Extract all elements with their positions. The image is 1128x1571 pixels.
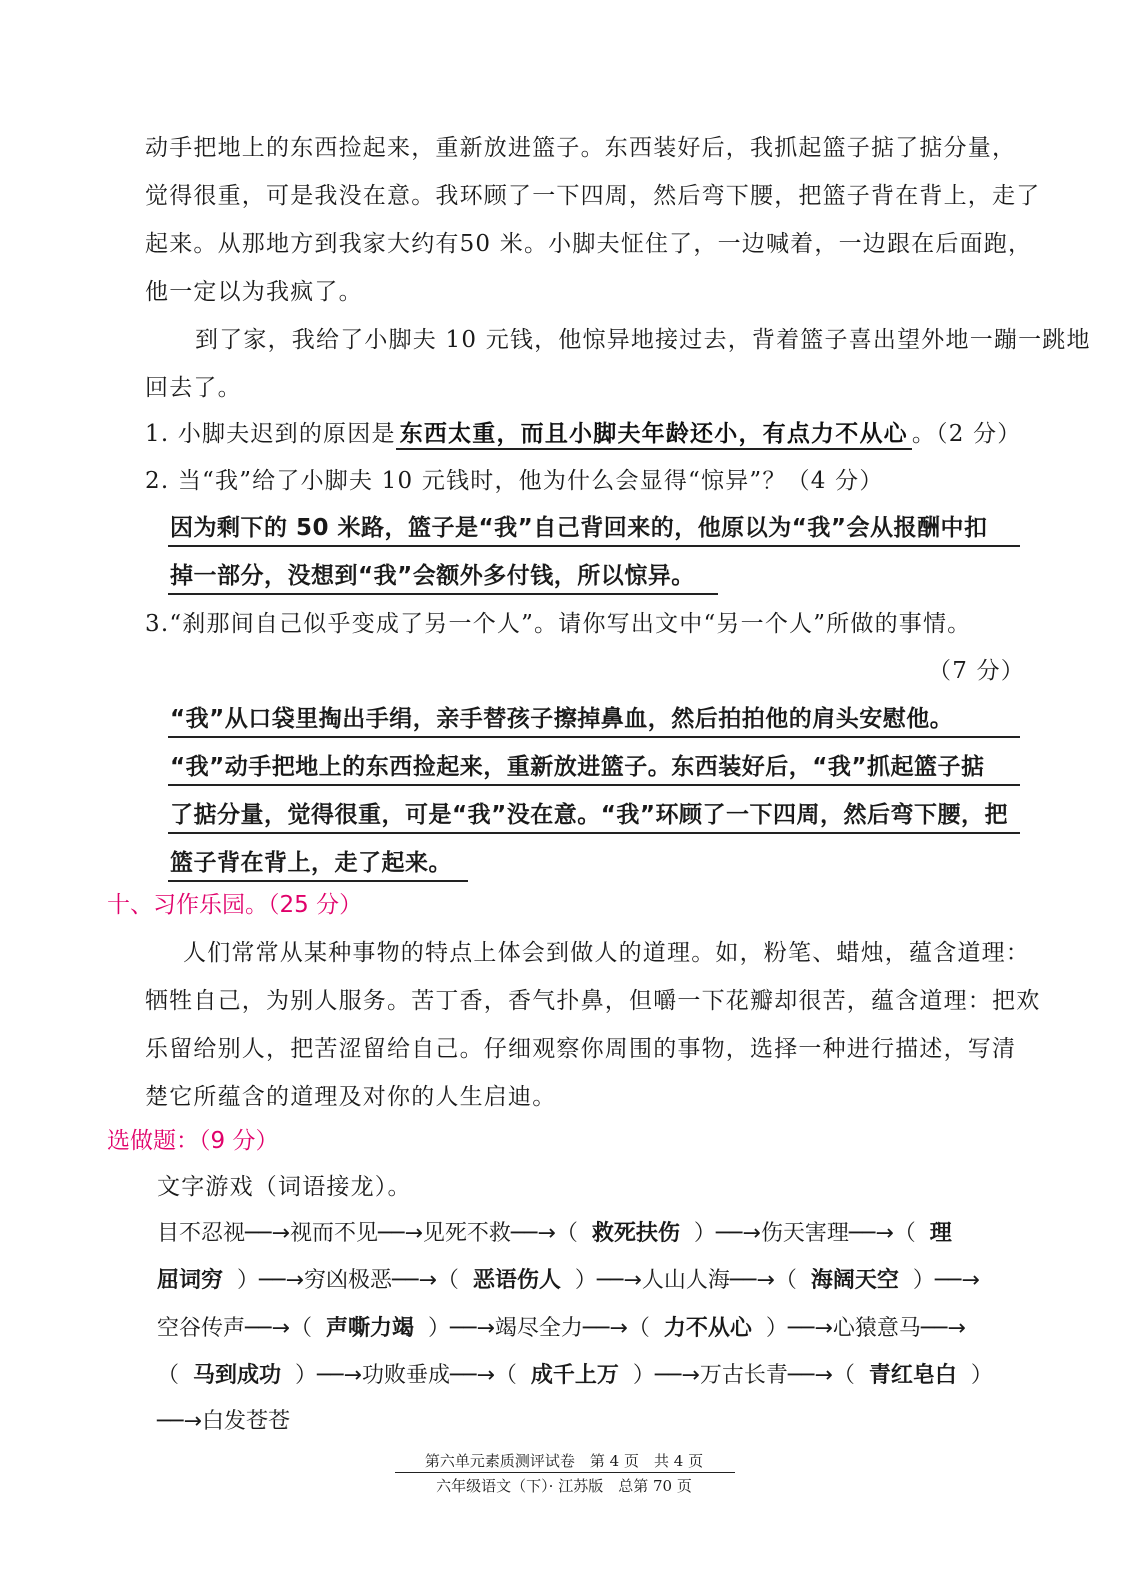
arrow-icon: ──→: [596, 1268, 642, 1293]
chain-word: 白发苍苍: [201, 1409, 290, 1434]
arrow-icon: ──→: [510, 1221, 556, 1246]
chain-answer: 声嘶力竭: [325, 1316, 414, 1341]
chain-answer: 力不从心: [663, 1316, 752, 1341]
passage-line-2: 觉得很重，可是我没在意。我环顾了一下四周，然后弯下腰，把篮子背在背上，走了: [145, 183, 1041, 209]
section-10-heading: 十、习作乐园。（25 分）: [107, 892, 363, 918]
arrow-icon: ──→: [787, 1316, 833, 1341]
question-1: [145, 419, 1020, 450]
arrow-icon: ──→: [377, 1221, 423, 1246]
chain-answer: 青红皂白: [868, 1363, 957, 1388]
section-10-line-4: 楚它所蕴含的道理及对你的人生启迪。: [145, 1084, 557, 1110]
question-3-answer-line-4: 篮子背在背上，走了起来。: [170, 850, 452, 876]
footer-line-1: 第六单元素质测评试卷 第 4 页 共 4 页: [424, 1452, 704, 1470]
chain-word: 万古长青: [699, 1363, 788, 1388]
word-chain-line-1: 目不忍视──→视而不见──→见死不救──→（ 救死扶伤 ）──→伤天害理──→（ 理: [157, 1221, 952, 1246]
word-chain-line-5: [157, 1407, 1022, 1437]
question-3-answer-line-1: “我”从口袋里掏出手绢，亲手替孩子擦掉鼻血，然后拍拍他的肩头安慰他。: [170, 706, 954, 732]
question-2-answer-line-1: 因为剩下的 50 米路，篮子是“我”自己背回来的，他原以为“我”会从报酬中扣: [170, 515, 988, 541]
section-10-line-3: 乐留给别人，把苦涩留给自己。仔细观察你周围的事物，选择一种进行描述，写清: [145, 1036, 1017, 1062]
chain-word: 空谷传声: [157, 1316, 246, 1341]
answer-underline: [168, 880, 468, 882]
arrow-icon: ──→: [391, 1268, 437, 1293]
passage-line-1: 动手把地上的东西捡起来，重新放进篮子。东西装好后，我抓起篮子掂了掂分量，: [145, 135, 1017, 161]
question-2-answer-line-2: 掉一部分，没想到“我”会额外多付钱，所以惊异。: [170, 563, 695, 589]
arrow-icon: ──→: [157, 1409, 202, 1434]
question-1-answer: 东西太重，而且小脚夫年龄还小，有点力不从心: [396, 420, 912, 450]
chain-word: 人山人海: [641, 1268, 730, 1293]
answer-underline: [168, 593, 718, 595]
arrow-icon: ──→: [449, 1363, 495, 1388]
chain-word: 竭尽全力: [494, 1316, 583, 1341]
chain-answer: 海阔天空: [810, 1268, 899, 1293]
arrow-icon: ──→: [787, 1363, 833, 1388]
question-3-score: （7 分）: [928, 658, 1025, 684]
question-3-answer-line-2: “我”动手把地上的东西捡起来，重新放进篮子。东西装好后，“我”抓起篮子掂: [170, 754, 985, 780]
answer-underline: [168, 545, 1020, 547]
answer-underline: [168, 736, 1020, 738]
answer-underline: [168, 784, 1020, 786]
footer-line-2: 六年级语文（下）· 江苏版 总第 70 页: [436, 1477, 692, 1495]
arrow-icon: ──→: [245, 1221, 290, 1246]
section-10-line-1: 人们常常从某种事物的特点上体会到做人的道理。如，粉笔、蜡烛，蕴含道理：: [183, 940, 1030, 966]
chain-answer: 马到成功: [193, 1363, 282, 1388]
word-chain-line-4: （ 马到成功 ）──→功败垂成──→（ 成千上万 ）──→万古长青──→（ 青红皂白 ）: [157, 1363, 993, 1388]
question-1-suffix: 。（2 分）: [911, 421, 1022, 447]
passage-line-3: 起来。从那地方到我家大约有50 米。小脚夫怔住了，一边喊着，一边跟在后面跑，: [145, 231, 1033, 257]
chain-word: 心猿意马: [832, 1316, 921, 1341]
question-2-text: 2. 当“我”给了小脚夫 10 元钱时，他为什么会显得“惊异”？（4 分）: [145, 468, 884, 494]
chain-answer: 成千上万: [530, 1363, 619, 1388]
chain-word: 目不忍视: [157, 1221, 246, 1246]
arrow-icon: ──→: [934, 1268, 980, 1293]
chain-word: 穷凶极恶: [303, 1268, 392, 1293]
word-chain-line-2: 屈词穷 ）──→穷凶极恶──→（ 恶语伤人 ）──→人山人海──→（ 海阔天空 ）──→: [157, 1268, 980, 1293]
answer-underline: [168, 832, 1020, 834]
chain-answer: 救死扶伤: [591, 1221, 680, 1246]
arrow-icon: ──→: [245, 1316, 290, 1341]
chain-word: 见死不救: [422, 1221, 511, 1246]
arrow-icon: ──→: [582, 1316, 628, 1341]
arrow-icon: ──→: [317, 1363, 362, 1388]
passage-line-4: 他一定以为我疯了。: [145, 279, 363, 305]
section-10-line-2: 牺牲自己，为别人服务。苦丁香，香气扑鼻，但嚼一下花瓣却很苦，蕴含道理：把欢: [145, 988, 1041, 1014]
chain-word: 功败垂成: [361, 1363, 450, 1388]
chain-word: 伤天害理: [760, 1221, 849, 1246]
arrow-icon: ──→: [449, 1316, 495, 1341]
passage-para2-line-1: 到了家，我给了小脚夫 10 元钱，他惊异地接过去，背着篮子喜出望外地一蹦一跳地: [195, 327, 1091, 353]
optional-instruction: 文字游戏（词语接龙）。: [157, 1174, 412, 1200]
arrow-icon: ──→: [920, 1316, 966, 1341]
chain-answer: 理: [929, 1221, 952, 1246]
question-3-answer-line-3: 了掂分量，觉得很重，可是“我”没在意。“我”环顾了一下四周，然后弯下腰，把: [170, 802, 1008, 828]
chain-answer: 恶语伤人: [472, 1268, 561, 1293]
word-chain-line-3: 空谷传声──→（ 声嘶力竭 ）──→竭尽全力──→（ 力不从心 ）──→心猿意马──→: [157, 1316, 966, 1341]
arrow-icon: ──→: [729, 1268, 775, 1293]
arrow-icon: ──→: [848, 1221, 894, 1246]
question-3-text: 3.“刹那间自己似乎变成了另一个人”。请你写出文中“另一个人”所做的事情。: [145, 611, 972, 637]
chain-word: 视而不见: [289, 1221, 378, 1246]
arrow-icon: ──→: [259, 1268, 304, 1293]
chain-answer: 屈词穷: [157, 1268, 224, 1293]
arrow-icon: ──→: [715, 1221, 761, 1246]
arrow-icon: ──→: [654, 1363, 700, 1388]
passage-para2-line-2: 回去了。: [145, 375, 242, 401]
footer-divider: [395, 1472, 735, 1473]
optional-heading: 选做题：（9 分）: [107, 1128, 279, 1154]
question-1-prefix: 1. 小脚夫迟到的原因是: [145, 421, 396, 447]
